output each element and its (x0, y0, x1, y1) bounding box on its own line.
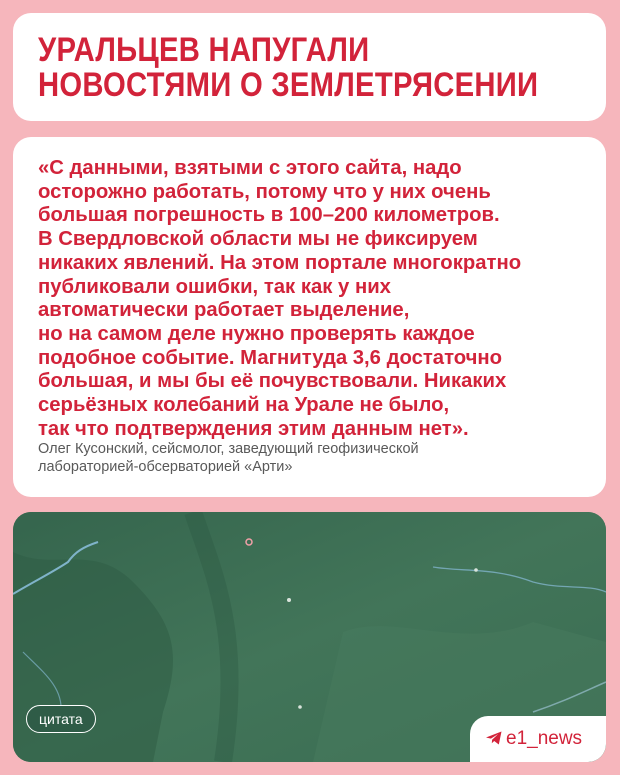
quote-tag: цитата (26, 705, 96, 733)
title-card (13, 13, 606, 121)
brand-badge[interactable] (470, 716, 606, 762)
telegram-plane-icon (486, 731, 502, 750)
quote-card (13, 137, 606, 497)
page-title: УРАЛЬЦЕВ НАПУГАЛИ НОВОСТЯМИ О ЗЕМЛЕТРЯСЕНИИ (38, 31, 539, 104)
quote-text: «С данными, взятыми с этого сайта, надо осторожно работать, потому что у них очень большая погрешность в 100–200 километров. В Свердловской области мы не фиксируем никаких явлений. На этом портале многократно публиковали ошибки, так как у них автоматически работает выделение, но на самом деле нужно проверять каждое подобное событие. Магнитуда 3,6 достаточно большая, и мы бы её почувствовали. Никаких серьёзных колебаний на Урале не было, так что подтверждения этим данным нет». (38, 157, 522, 440)
quote-author: Олег Кусонский, сейсмолог, заведующий геофизической лабораторией-обсерваторией «Арти» (38, 441, 419, 475)
brand-label: e1_news (506, 728, 583, 749)
